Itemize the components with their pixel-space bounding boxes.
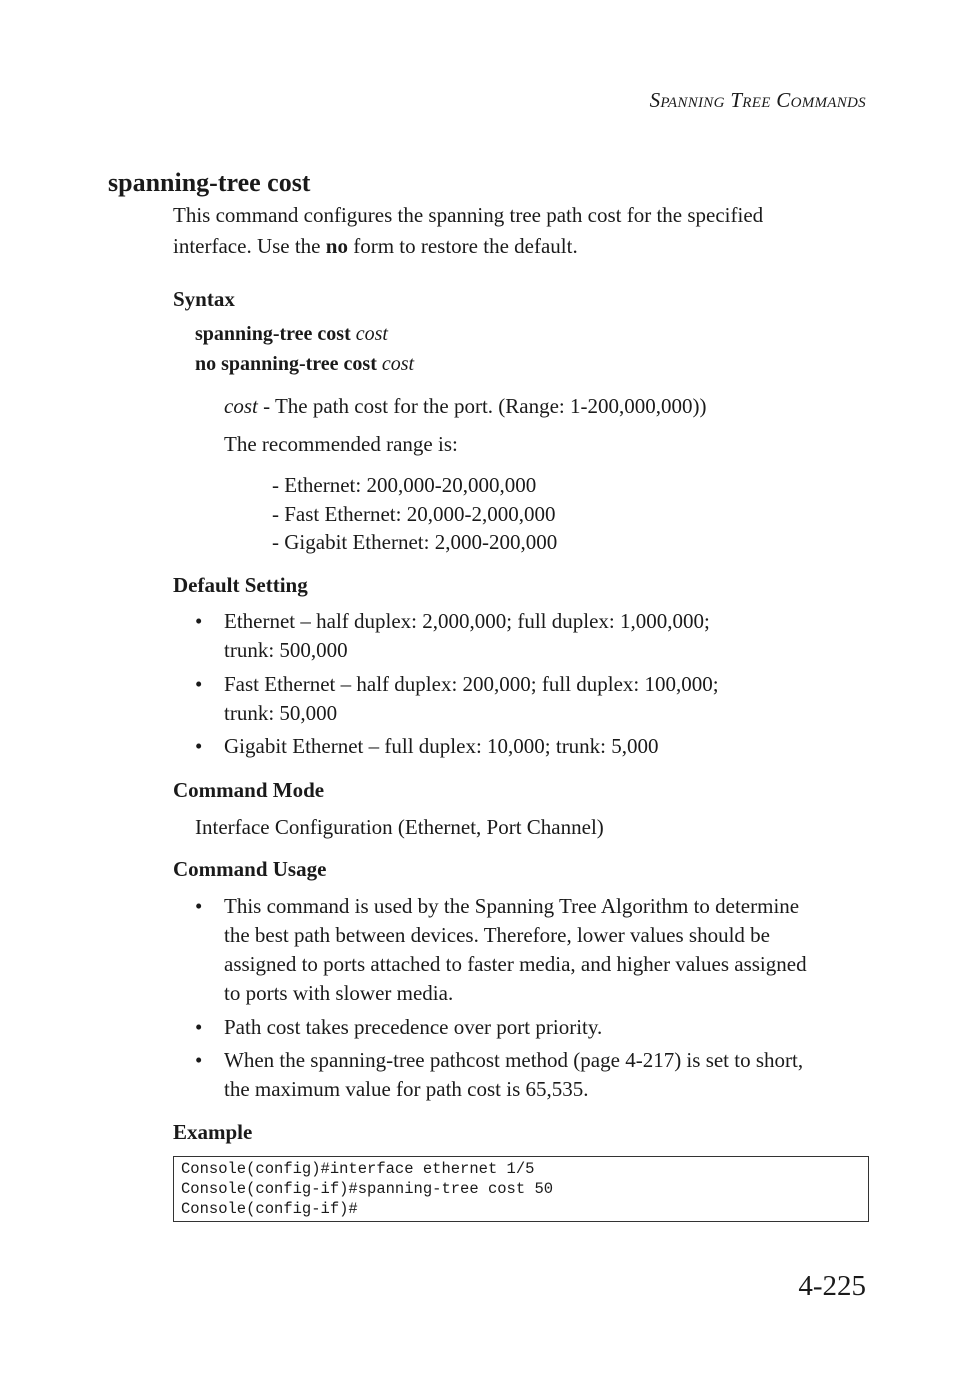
code-example-box [173,1156,869,1222]
list-item-text: assigned to ports attached to faster media, and higher values assigned [224,952,807,976]
range-item: - Ethernet: 200,000-20,000,000 [272,473,537,497]
header-text: T [730,88,743,112]
list-item-text: to ports with slower media. [224,981,454,1005]
default-setting-heading: Default Setting [173,573,308,597]
list-item-text: Fast Ethernet – half duplex: 200,000; full duplex: 100,000; [224,671,719,696]
recommended-range-label: The recommended range is: [224,432,458,456]
list-item [195,607,875,665]
header-text: PANNING [660,95,725,111]
default-setting-list [195,607,875,766]
bullet: • [195,609,203,633]
syntax-param: cost [355,323,388,345]
range-item: - Gigabit Ethernet: 2,000-200,000 [272,530,558,554]
list-item [195,732,875,761]
section-title: spanning-tree cost [108,168,311,197]
range-list [272,471,557,557]
list-item [195,1013,875,1042]
list-item [195,892,875,1008]
syntax-command [195,323,388,346]
list-item-text: the maximum value for path cost is 65,535. [224,1077,589,1101]
list-item-text: trunk: 500,000 [224,638,348,662]
syntax-heading: Syntax [173,287,235,311]
list-item [195,1046,875,1104]
list-item-text: Gigabit Ethernet – full duplex: 10,000; trunk: 5,000 [224,734,659,758]
header-text: S [649,88,661,112]
code-line: Console(config)#interface ethernet 1/5 [181,1160,535,1178]
bullet: • [195,671,203,696]
syntax-command-text: no spanning-tree cost [195,353,377,375]
intro-line: This command configures the spanning tree path cost for the specified [173,203,764,227]
list-item-text: the best path between devices. Therefore, lower values should be [224,923,770,947]
page-number: 4-225 [798,1270,866,1302]
list-item-text: When the spanning-tree pathcost method (page 4-217) is set to short, [224,1048,804,1072]
intro-text: interface. Use the [173,234,326,258]
header-text: REE [742,95,771,111]
list-item [195,670,875,728]
command-mode-text: Interface Configuration (Ethernet, Port Channel) [195,815,604,839]
syntax-no-command [195,353,414,376]
range-item: - Fast Ethernet: 20,000-2,000,000 [272,501,556,526]
command-usage-list [195,892,875,1109]
param-name: cost [224,394,258,418]
example-heading: Example [173,1120,253,1144]
param-description [224,391,707,422]
header-text: C [776,88,791,112]
list-item-text: Ethernet – half duplex: 2,000,000; full duplex: 1,000,000; [224,609,710,633]
bullet: • [195,734,203,758]
command-mode-heading: Command Mode [173,778,325,802]
bullet: • [195,1014,203,1039]
code-line: Console(config-if)# [181,1200,358,1218]
command-usage-heading: Command Usage [173,857,327,881]
syntax-param: cost [381,353,415,375]
list-item-text: This command is used by the Spanning Tree Algorithm to determine [224,894,800,918]
code-line: Console(config-if)#spanning-tree cost 50 [181,1180,554,1198]
intro-bold-no: no [325,234,348,258]
intro-text: form to restore the default. [347,234,578,258]
syntax-command-text: spanning-tree cost [195,323,351,345]
intro-paragraph [173,200,863,262]
bullet: • [195,894,203,918]
intro-line [173,231,863,262]
param-desc-text: - The path cost for the port. (Range: 1-200,000,000)) [257,394,707,418]
list-item-text: trunk: 50,000 [224,700,338,725]
running-header [650,88,866,113]
header-text: OMMANDS [790,95,866,111]
list-item-text: Path cost takes precedence over port priority. [224,1014,603,1039]
bullet: • [195,1048,203,1072]
